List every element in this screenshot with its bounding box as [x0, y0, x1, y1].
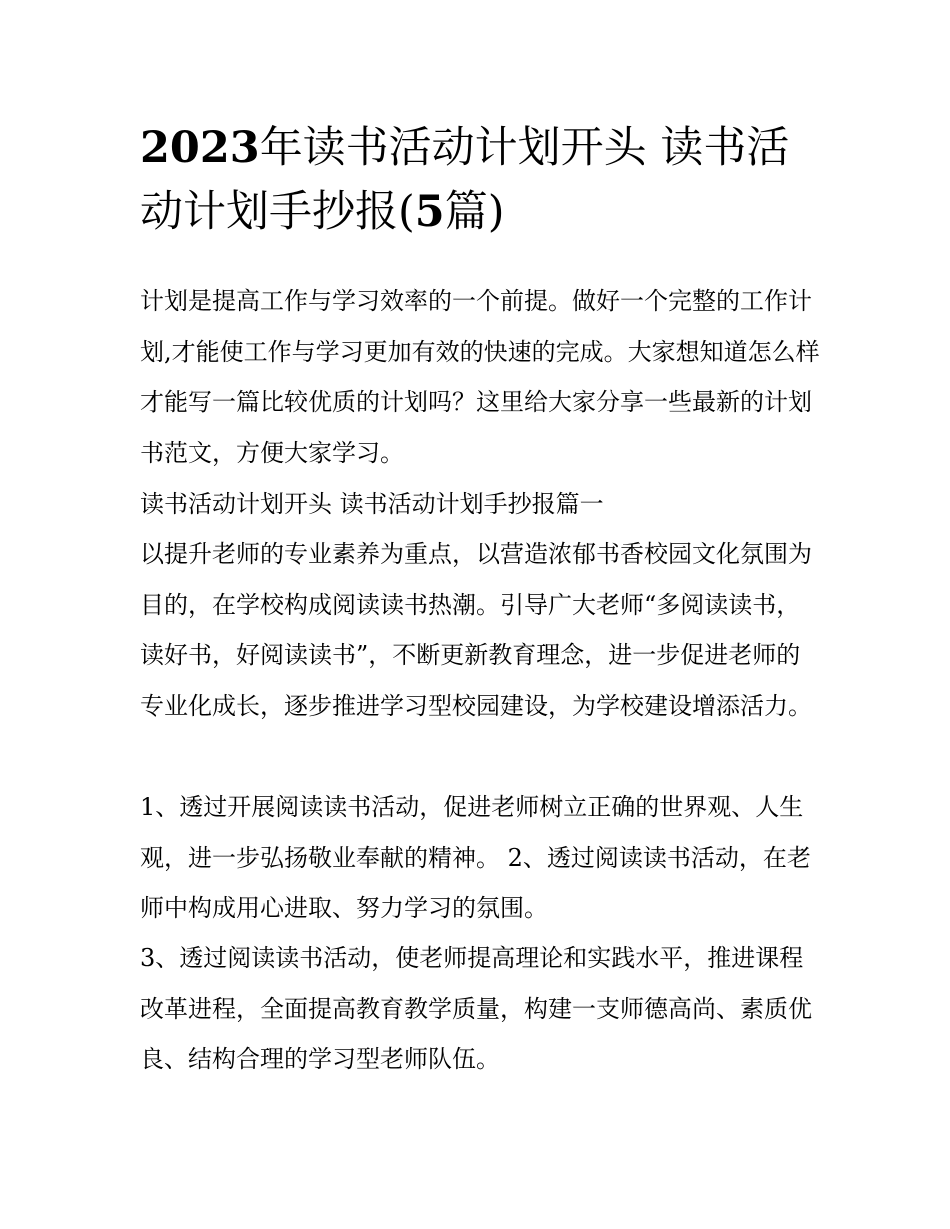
document-title: [140, 116, 820, 244]
title-text: 年读书活动计划开头 读书活动计划手抄报(: [140, 123, 790, 237]
title-suffix: 篇): [444, 187, 505, 237]
body-paragraph-3: 3、透过阅读读书活动，使老师提高理论和实践水平，推进课程改革进程，全面提高教育教学质量，构建一支师德高尚、素质优良、结构合理的学习型老师队伍。: [140, 944, 812, 1073]
title-year: 2023: [140, 123, 260, 173]
section-heading: 读书活动计划开头 读书活动计划手抄报篇一: [140, 490, 604, 518]
body-paragraph-2: 1、透过开展阅读读书活动，促进老师树立正确的世界观、人生观，进一步弘扬敬业奉献的精神。 2、透过阅读读书活动，在老师中构成用心进取、努力学习的氛围。: [140, 793, 811, 922]
title-count: 5: [414, 187, 445, 237]
intro-paragraph: 计划是提高工作与学习效率的一个前提。做好一个完整的工作计划,才能使工作与学习更加有效的快速的完成。大家想知道怎么样才能写一篇比较优质的计划吗？这里给大家分享一些最新的计划书范文，方便大家学习。: [140, 287, 820, 467]
body-paragraph-1: 以提升老师的专业素养为重点，以营造浓郁书香校园文化氛围为目的，在学校构成阅读读书热潮。引导广大老师“多阅读读书，读好书，好阅读读书”，不断更新教育理念，进一步促进老师的专业化成长，逐步推进学习型校园建设，为学校建设增添活力。: [140, 540, 812, 720]
